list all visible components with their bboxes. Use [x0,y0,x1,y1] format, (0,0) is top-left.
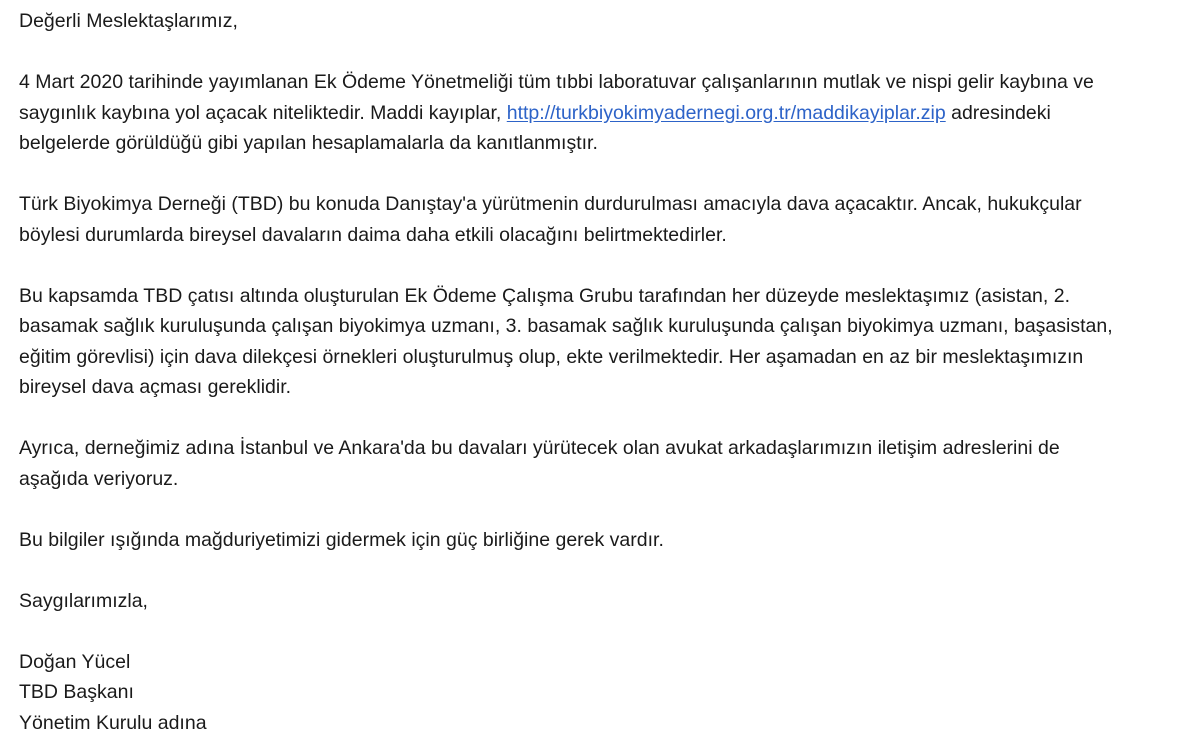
paragraph-3-line-3: eğitim görevlisi) için dava dilekçesi örnekleri oluşturulmuş olup, ekte verilmektedir. Her aşamadan en az bir meslektaşımızın [19,345,1084,368]
paragraph-4-line-1: Ayrıca, derneğimiz adına İstanbul ve Ankara'da bu davaları yürütecek olan avukat arkadaşlarımızın iletişim adreslerini de [19,437,1060,459]
closing-text: Saygılarımızla, [19,589,148,612]
paragraph-3-line-1: Bu kapsamda TBD çatısı altında oluşturulan Ek Ödeme Çalışma Grubu tarafından her düzeyde meslektaşımız (asistan, 2. [19,284,1070,307]
paragraph-1-line-2-before-link: saygınlık kaybına yol açacak niteliktedir. Maddi kayıplar, [19,101,507,124]
signature-on-behalf: Yönetim Kurulu adına [19,711,207,734]
signature-name: Doğan Yücel [19,650,131,673]
paragraph-1-line-1: 4 Mart 2020 tarihinde yayımlanan Ek Ödeme Yönetmeliği tüm tıbbi laboratuvar çalışanlarının mutlak ve nispi gelir kaybına ve [19,71,1094,93]
closing [19,586,1189,617]
paragraph-1-line-2-after-link: adresindeki [945,101,1051,124]
greeting [19,6,1189,37]
paragraph-1-line-2 [19,98,1189,129]
paragraph-4 [19,433,1189,494]
paragraph-5-line-1: Bu bilgiler ışığında mağduriyetimizi gidermek için güç birliğine gerek vardır. [19,528,664,551]
paragraph-2 [19,189,1189,250]
paragraph-5 [19,525,1189,556]
paragraph-3-line-2: basamak sağlık kuruluşunda çalışan biyokimya uzmanı, 3. basamak sağlık kuruluşunda çalışan biyokimya uzmanı, başasistan, [19,315,1113,337]
greeting-text: Değerli Meslektaşlarımız, [19,10,238,32]
paragraph-4-line-2: aşağıda veriyoruz. [19,467,179,490]
signature [19,647,1189,739]
signature-title: TBD Başkanı [19,681,134,703]
paragraph-3 [19,281,1189,403]
paragraph-1 [19,67,1189,159]
paragraph-2-line-1: Türk Biyokimya Derneği (TBD) bu konuda Danıştay'a yürütmenin durdurulması amacıyla dava açacaktır. Ancak, hukukçular [19,193,1082,215]
paragraph-1-line-3: belgelerde görüldüğü gibi yapılan hesaplamalarla da kanıtlanmıştır. [19,132,598,154]
paragraph-2-line-2: böylesi durumlarda bireysel davaların daima daha etkili olacağını belirtmektedirler. [19,223,727,246]
paragraph-3-line-4: bireysel dava açması gereklidir. [19,376,292,398]
maddi-kayiplar-link[interactable]: http://turkbiyokimyadernegi.org.tr/maddikayiplar.zip [506,101,946,124]
